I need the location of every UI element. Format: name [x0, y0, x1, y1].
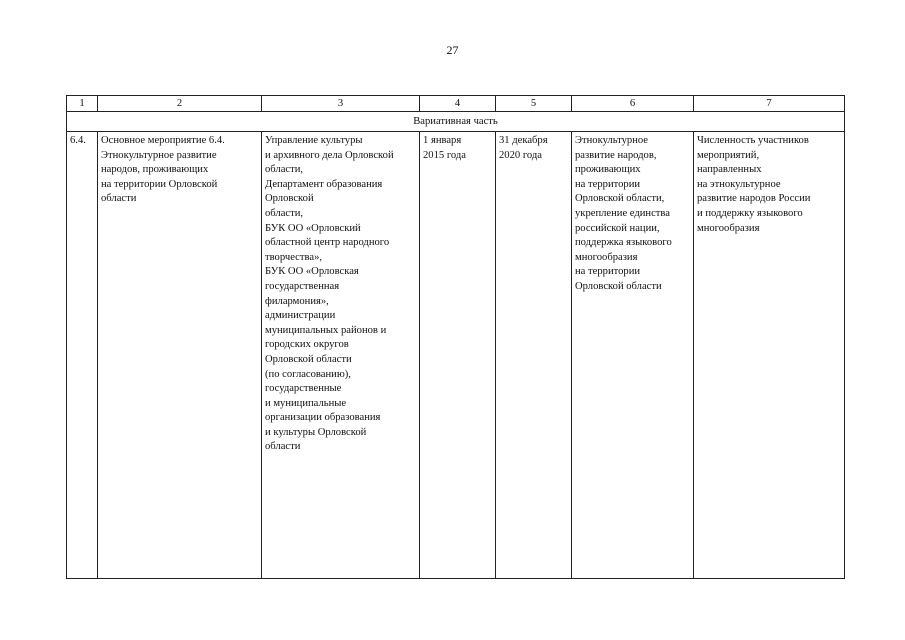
- start-date: 1 января 2015 года: [420, 132, 496, 579]
- column-number-cell: 1: [67, 96, 98, 112]
- column-number-cell: 2: [98, 96, 262, 112]
- column-number-row: [67, 96, 845, 112]
- column-number-cell: 7: [694, 96, 845, 112]
- section-title: Вариативная часть: [67, 112, 845, 132]
- target-indicator: Численность участников мероприятий, направленных на этнокультурное развитие народов России и поддержку языкового многообразия: [694, 132, 845, 579]
- activity-name: Основное мероприятие 6.4. Этнокультурное развитие народов, проживающих на территории Орловской области: [98, 132, 262, 579]
- column-number-cell: 4: [420, 96, 496, 112]
- program-activities-table: [66, 95, 845, 579]
- row-number: 6.4.: [67, 132, 98, 579]
- column-number-cell: 3: [262, 96, 420, 112]
- expected-result: Этнокультурное развитие народов, проживающих на территории Орловской области, укрепление единства российской нации, поддержка языкового многообразия на территории Орловской области: [572, 132, 694, 579]
- column-number-cell: 6: [572, 96, 694, 112]
- page-number: 27: [446, 43, 459, 57]
- column-number-cell: 5: [496, 96, 572, 112]
- responsible-executors: Управление культуры и архивного дела Орловской области, Департамент образования Орловской области, БУК ОО «Орловский областной центр народного творчества», БУК ОО «Орловская государственная филармония», администрации муниципальных районов и городских округов Орловской области (по согласованию), государственные и муниципальные организации образования и культуры Орловской области: [262, 132, 420, 579]
- end-date: 31 декабря 2020 года: [496, 132, 572, 579]
- table-row: [67, 132, 845, 579]
- section-header-row: [67, 112, 845, 132]
